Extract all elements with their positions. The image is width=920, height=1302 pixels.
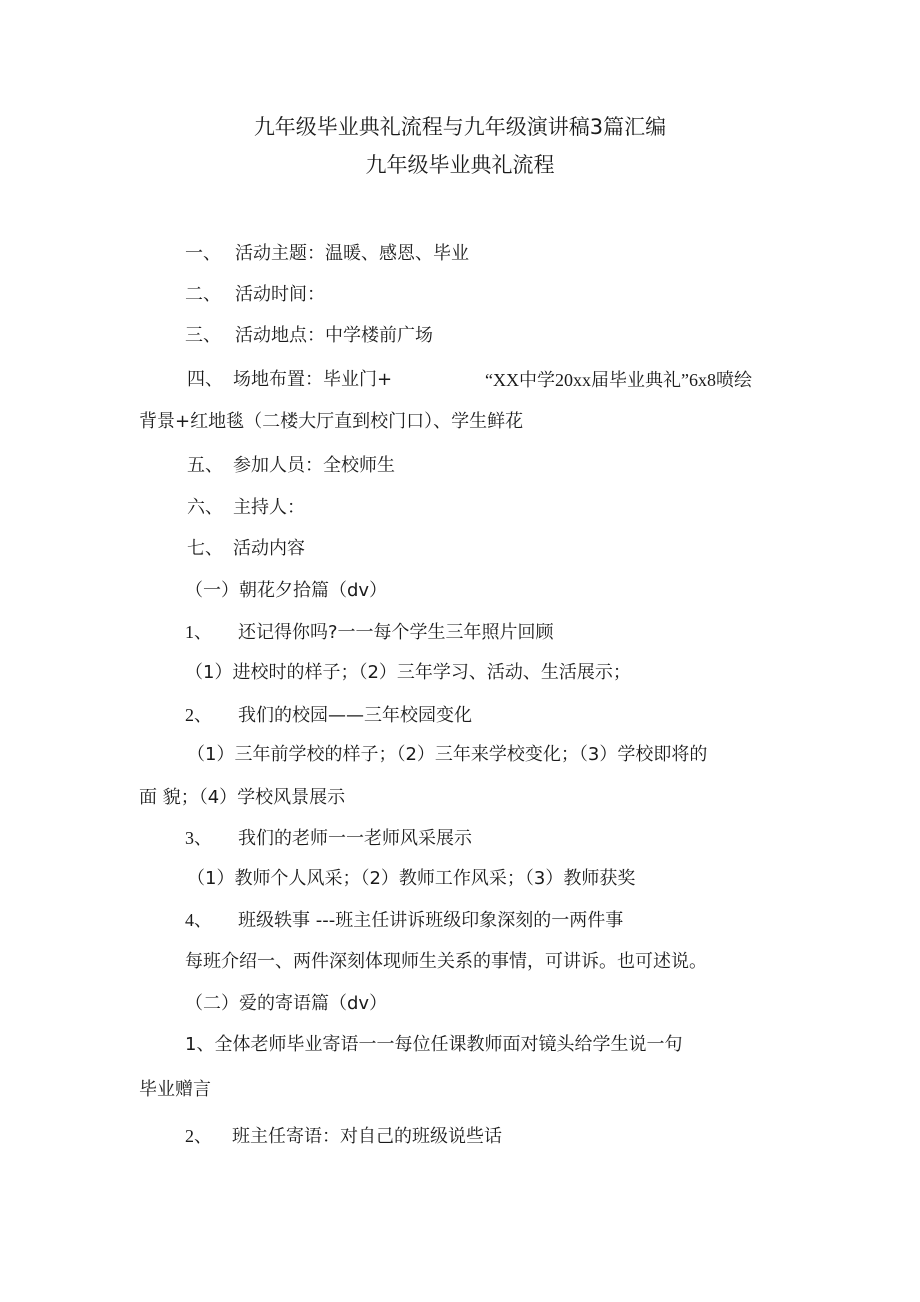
item-number: 4、 [185, 910, 212, 930]
item-number: 2、 [185, 1126, 212, 1146]
item-number: 三、 [185, 325, 221, 346]
item-venue-banner: “XX中学20xx届毕业典礼”6x8喷绘 [485, 370, 752, 390]
item-number: 二、 [185, 284, 221, 305]
section-heading: （一）朝花夕拾篇（dv） [185, 580, 388, 601]
item-text: 我们的老师一一老师风采展示 [238, 828, 472, 849]
list-item [185, 1123, 502, 1150]
item-content [187, 536, 305, 562]
item-text: 班级轶事 ---班主任讲诉班级印象深刻的一两件事 [238, 910, 624, 931]
list-item: 1、全体老师毕业寄语一一每位任课教师面对镜头给学生说一句 [185, 1034, 683, 1055]
list-item [185, 907, 623, 934]
item-text: 场地布置：毕业门+ [233, 369, 393, 390]
item-text: 班主任寄语：对自己的班级说些话 [232, 1126, 502, 1147]
list-item [185, 702, 472, 729]
item-time [185, 282, 325, 308]
item-text: 活动主题：温暖、感恩、毕业 [235, 243, 469, 264]
item-participants [187, 453, 395, 479]
list-item [185, 619, 554, 646]
item-text: 主持人： [233, 497, 305, 518]
list-item-detail: （1）教师个人风采；（2）教师工作风采；（3）教师获奖 [187, 868, 636, 889]
item-venue-continued: 背景+红地毯（二楼大厅直到校门口）、学生鲜花 [139, 411, 524, 432]
item-number: 五、 [187, 455, 223, 476]
item-place [185, 323, 433, 349]
item-number: 七、 [187, 538, 223, 559]
list-item [185, 825, 472, 852]
item-number: 1、 [185, 622, 212, 642]
item-text: 我们的校园——三年校园变化 [238, 705, 472, 726]
document-subtitle: 九年级毕业典礼流程 [365, 153, 555, 177]
item-text: 活动地点：中学楼前广场 [235, 325, 433, 346]
list-item-detail-continued: 面 貌；（4）学校风景展示 [139, 787, 346, 808]
item-number: 六、 [187, 497, 223, 518]
list-item-detail: （1）进校时的样子；（2）三年学习、活动、生活展示； [185, 662, 631, 683]
item-text: 活动内容 [233, 538, 305, 559]
item-number: 四、 [187, 369, 223, 390]
item-host [187, 495, 305, 521]
list-item-detail: （1）三年前学校的样子；（2）三年来学校变化；（3）学校即将的 [187, 744, 708, 765]
section-heading: （二）爱的寄语篇（dv） [185, 993, 388, 1014]
item-text: 活动时间： [235, 284, 325, 305]
item-text: 参加人员：全校师生 [233, 455, 395, 476]
item-theme [185, 241, 469, 267]
list-item-detail: 每班介绍一、两件深刻体现师生关系的事情，可讲诉。也可述说。 [185, 951, 707, 972]
list-item-continued: 毕业赠言 [139, 1079, 211, 1100]
item-venue [187, 367, 392, 393]
item-number: 2、 [185, 705, 212, 725]
item-number: 3、 [185, 828, 212, 848]
item-text: 还记得你吗?一一每个学生三年照片回顾 [238, 622, 554, 643]
document-title: 九年级毕业典礼流程与九年级演讲稿3篇汇编 [253, 115, 667, 139]
item-number: 一、 [185, 243, 221, 264]
